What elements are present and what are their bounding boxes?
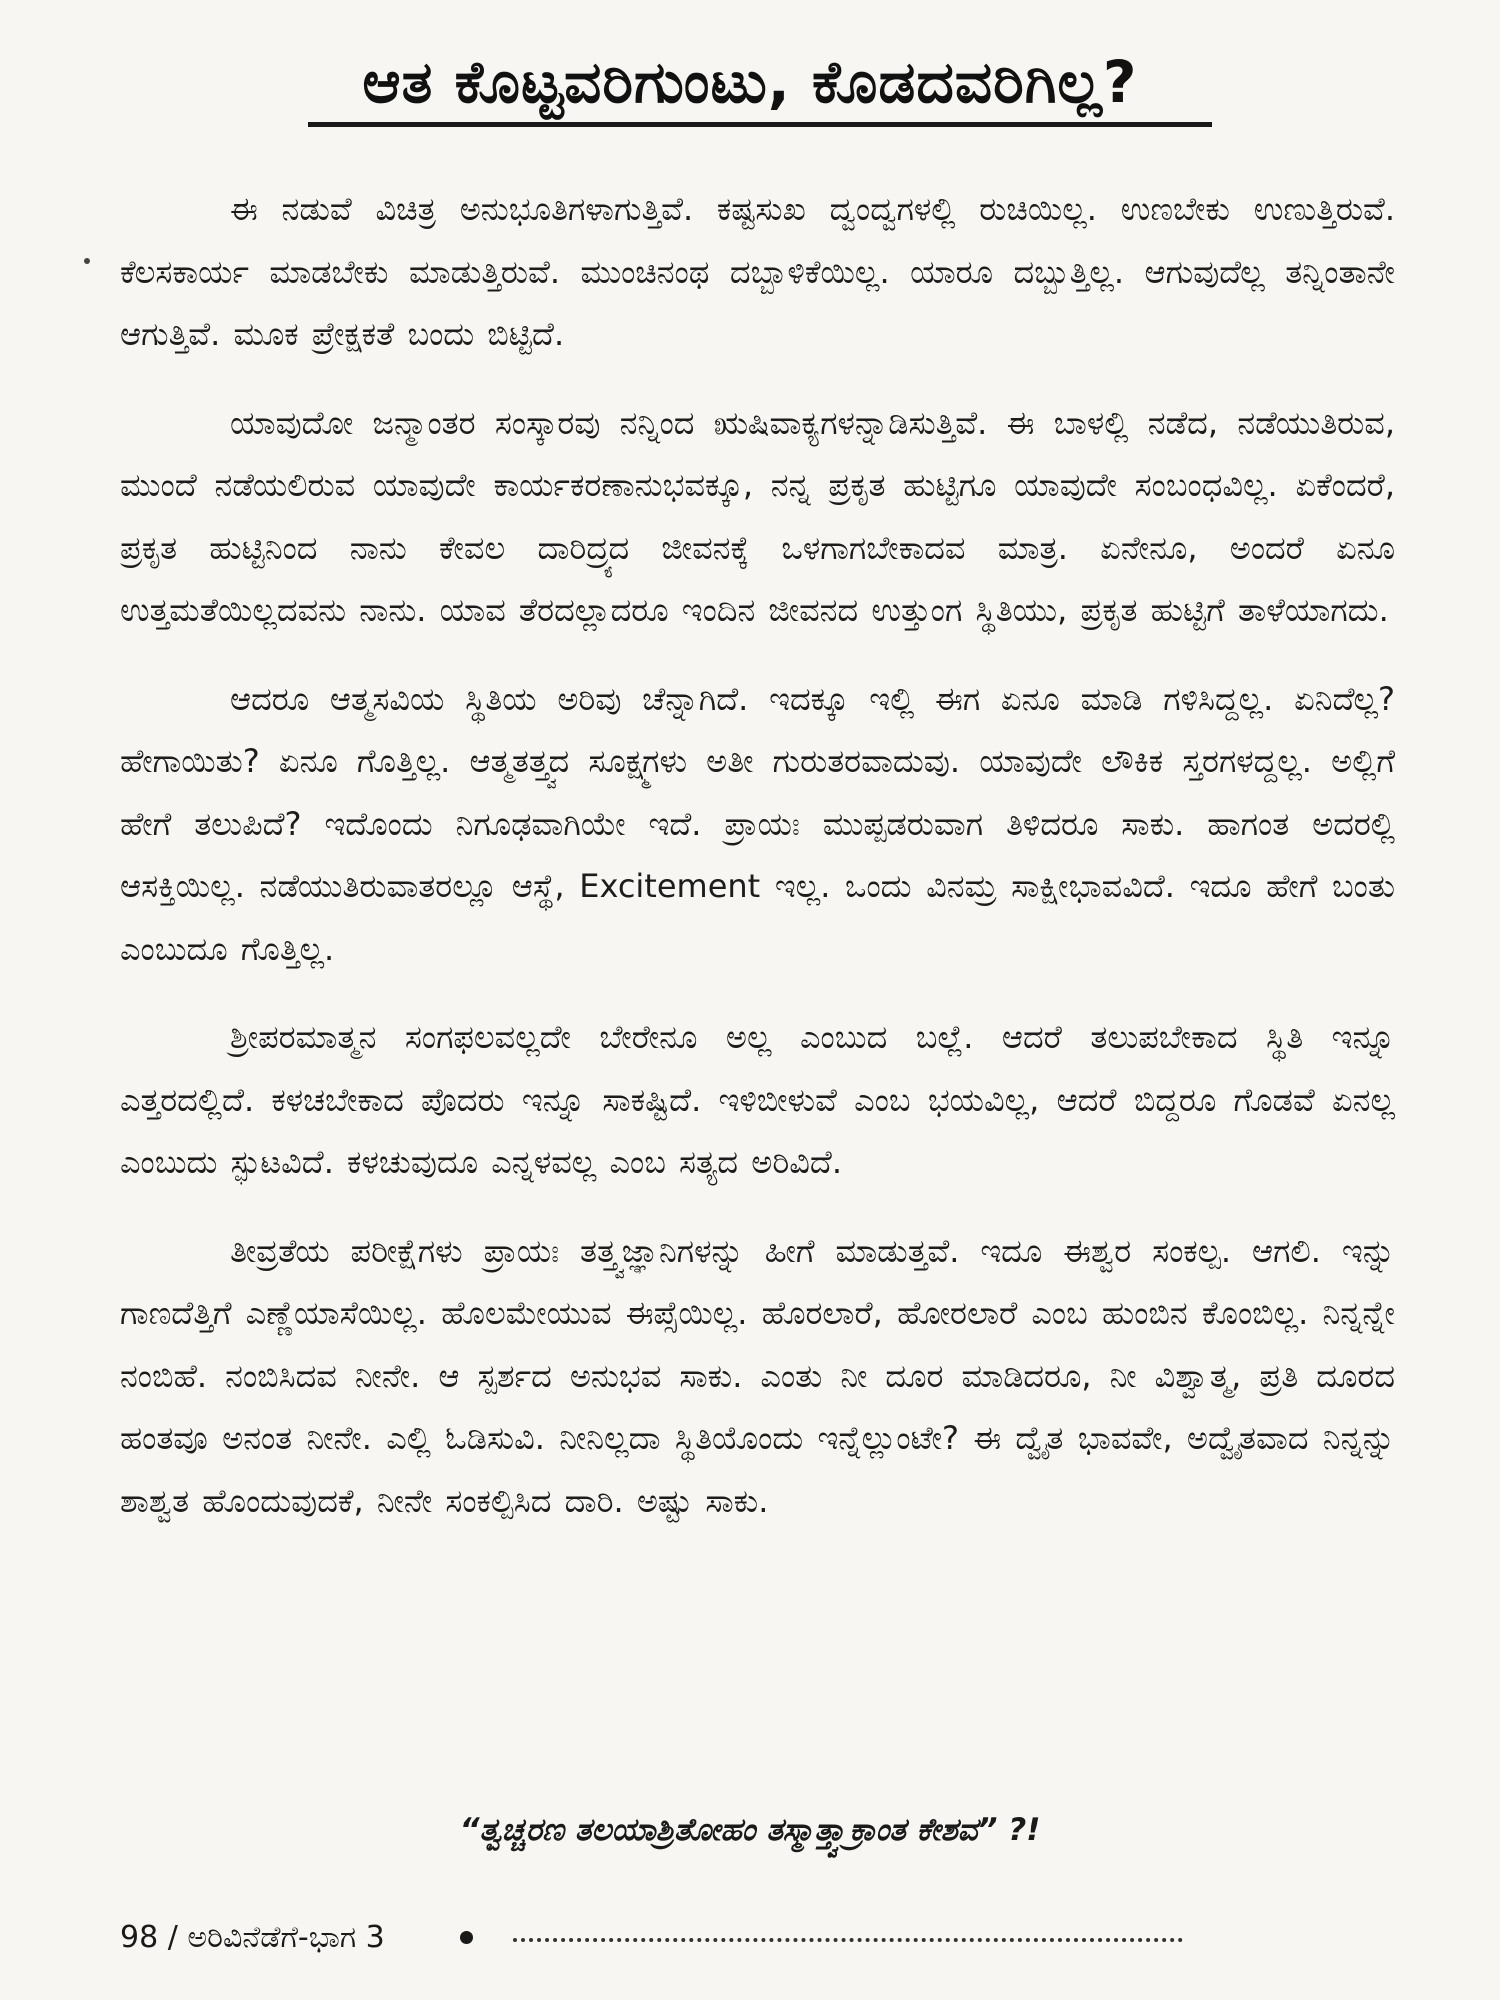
margin-mark xyxy=(84,258,90,264)
paragraph-4: ಶ್ರೀಪರಮಾತ್ಮನ ಸಂಗಫಲವಲ್ಲದೇ ಬೇರೇನೂ ಅಲ್ಲ ಎಂಬುದ ಬಲ್ಲೆ. ಆದರೆ ತಲುಪಬೇಕಾದ ಸ್ಥಿತಿ ಇನ್ನೂ ಎತ್ತರದಲ್ಲಿದೆ. ಕಳಚಬೇಕಾದ ಪೊದರು ಇನ್ನೂ ಸಾಕಷ್ಟಿದೆ. ಇಳಿಬೀಳುವೆ ಎಂಬ ಭಯವಿಲ್ಲ, ಆದರೆ ಬಿದ್ದರೂ ಗೊಡವೆ ಏನಲ್ಲ ಎಂಬುದು ಸ್ಫುಟವಿದೆ. ಕಳಚುವುದೂ ಎನ್ನಳವಲ್ಲ ಎಂಬ ಸತ್ಯದ ಅರಿವಿದೆ. xyxy=(120,1018,1395,1181)
bullet-icon xyxy=(460,1931,473,1944)
page-number-label: 98 / ಅರಿವಿನೆಡೆಗೆ-ಭಾಗ 3 xyxy=(120,1919,385,1955)
paragraph-3: ಆದರೂ ಆತ್ಮಸವಿಯ ಸ್ಥಿತಿಯ ಅರಿವು ಚೆನ್ನಾಗಿದೆ. ಇದಕ್ಕೂ ಇಲ್ಲಿ ಈಗ ಏನೂ ಮಾಡಿ ಗಳಿಸಿದ್ದಲ್ಲ. ಏನಿದೆಲ್ಲ? ಹೇಗಾಯಿತು? ಏನೂ ಗೊತ್ತಿಲ್ಲ. ಆತ್ಮತತ್ತ್ವದ ಸೂಕ್ಷ್ಮಗಳು ಅತೀ ಗುರುತರವಾದುವು. ಯಾವುದೇ ಲೌಕಿಕ ಸ್ತರಗಳದ್ದಲ್ಲ. ಅಲ್ಲಿಗೆ ಹೇಗೆ ತಲುಪಿದೆ? ಇದೊಂದು ನಿಗೂಢವಾಗಿಯೇ ಇದೆ. ಪ್ರಾಯಃ ಮುಪ್ಪಡರುವಾಗ ತಿಳಿದರೂ ಸಾಕು. ಹಾಗಂತ ಅದರಲ್ಲಿ ಆಸಕ್ತಿಯಿಲ್ಲ. ನಡೆಯುತಿರುವಾತರಲ್ಲೂ ಆಸ್ಥೆ, Excitement ಇಲ್ಲ. ಒಂದು ವಿನಮ್ರ ಸಾಕ್ಷೀಭಾವವಿದೆ. ಇದೂ ಹೇಗೆ ಬಂತು ಎಂಬುದೂ ಗೊತ್ತಿಲ್ಲ. xyxy=(120,679,1396,968)
page-footer xyxy=(120,1915,1400,1959)
closing-quote: “ತ್ವಚ್ಚರಣ ತಲಯಾಶ್ರಿತೋಹಂ ತಸ್ಮಾತ್ತ್ವಾಕ್ರಾಂತ ಕೇಶವ” ?! xyxy=(459,1812,1041,1848)
page-title: ಆತ ಕೊಟ್ಟವರಿಗುಂಟು, ಕೊಡದವರಿಗಿಲ್ಲ? xyxy=(362,48,1138,116)
paragraph-2: ಯಾವುದೋ ಜನ್ಮಾಂತರ ಸಂಸ್ಕಾರವು ನನ್ನಿಂದ ಋಷಿವಾಕ್ಯಗಳನ್ನಾಡಿಸುತ್ತಿವೆ. ಈ ಬಾಳಲ್ಲಿ ನಡೆದ, ನಡೆಯುತಿರುವ, ಮುಂದೆ ನಡೆಯಲಿರುವ ಯಾವುದೇ ಕಾರ್ಯಕರಣಾನುಭವಕ್ಕೂ, ನನ್ನ ಪ್ರಕೃತ ಹುಟ್ಟಿಗೂ ಯಾವುದೇ ಸಂಬಂಧವಿಲ್ಲ. ಏಕೆಂದರೆ, ಪ್ರಕೃತ ಹುಟ್ಟಿನಿಂದ ನಾನು ಕೇವಲ ದಾರಿದ್ರ್ಯದ ಜೀವನಕ್ಕೆ ಒಳಗಾಗಬೇಕಾದವ ಮಾತ್ರ. ಏನೇನೂ, ಅಂದರೆ ಏನೂ ಉತ್ತಮತೆಯಿಲ್ಲದವನು ನಾನು. ಯಾವ ತೆರದಲ್ಲಾದರೂ ಇಂದಿನ ಜೀವನದ ಉತ್ತುಂಗ ಸ್ಥಿತಿಯು, ಪ್ರಕೃತ ಹುಟ್ಟಿಗೆ ತಾಳೆಯಾಗದು. xyxy=(120,403,1395,629)
paragraph-1: ಈ ನಡುವೆ ವಿಚಿತ್ರ ಅನುಭೂತಿಗಳಾಗುತ್ತಿವೆ. ಕಷ್ಟಸುಖ ದ್ವಂದ್ವಗಳಲ್ಲಿ ರುಚಿಯಿಲ್ಲ. ಉಣಬೇಕು ಉಣುತ್ತಿರುವೆ. ಕೆಲಸಕಾರ್ಯ ಮಾಡಬೇಕು ಮಾಡುತ್ತಿರುವೆ. ಮುಂಚಿನಂಥ ದಬ್ಬಾಳಿಕೆಯಿಲ್ಲ. ಯಾರೂ ದಬ್ಬುತ್ತಿಲ್ಲ. ಆಗುವುದೆಲ್ಲ ತನ್ನಿಂತಾನೇ ಆಗುತ್ತಿವೆ. ಮೂಕ ಪ್ರೇಕ್ಷಕತೆ ಬಂದು ಬಿಟ್ಟಿದೆ. xyxy=(120,190,1395,353)
dotted-rule xyxy=(513,1938,1183,1942)
article-body xyxy=(120,178,1395,1558)
title-underline xyxy=(308,122,1212,127)
paragraph-5: ತೀವ್ರತೆಯ ಪರೀಕ್ಷೆಗಳು ಪ್ರಾಯಃ ತತ್ತ್ವಜ್ಞಾನಿಗಳನ್ನು ಹೀಗೆ ಮಾಡುತ್ತವೆ. ಇದೂ ಈಶ್ವರ ಸಂಕಲ್ಪ. ಆಗಲಿ. ಇನ್ನು ಗಾಣದೆತ್ತಿಗೆ ಎಣ್ಣೆಯಾಸೆಯಿಲ್ಲ. ಹೊಲಮೇಯುವ ಈಪ್ಸೆಯಿಲ್ಲ. ಹೊರಲಾರೆ, ಹೋರಲಾರೆ ಎಂಬ ಹುಂಬಿನ ಕೊಂಬಿಲ್ಲ. ನಿನ್ನನ್ನೇ ನಂಬಿಹೆ. ನಂಬಿಸಿದವ ನೀನೇ. ಆ ಸ್ಪರ್ಶದ ಅನುಭವ ಸಾಕು. ಎಂತು ನೀ ದೂರ ಮಾಡಿದರೂ, ನೀ ವಿಶ್ವಾತ್ಮ, ಪ್ರತಿ ದೂರದ ಹಂತವೂ ಅನಂತ ನೀನೇ. ಎಲ್ಲಿ ಓಡಿಸುವಿ. ನೀನಿಲ್ಲದಾ ಸ್ಥಿತಿಯೊಂದು ಇನ್ನೆಲ್ಲುಂಟೇ? ಈ ದ್ವೈತ ಭಾವವೇ, ಅದ್ವೈತವಾದ ನಿನ್ನನ್ನು ಶಾಶ್ವತ ಹೊಂದುವುದಕೆ, ನೀನೇ ಸಂಕಲ್ಪಿಸಿದ ದಾರಿ. ಅಷ್ಟು ಸಾಕು. xyxy=(120,1231,1395,1520)
